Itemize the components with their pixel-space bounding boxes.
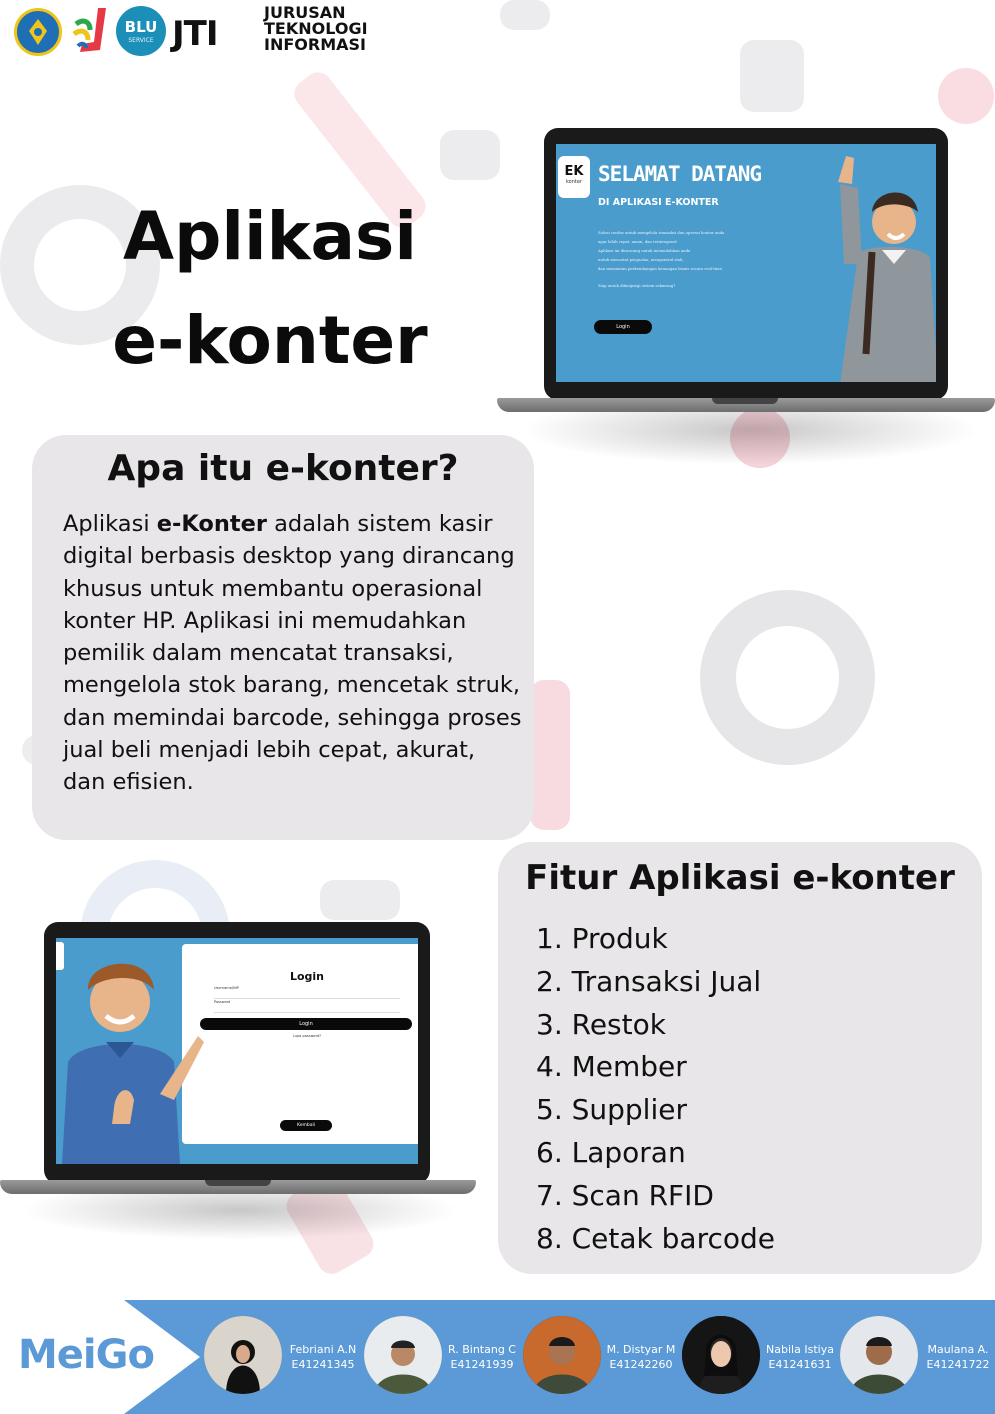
welcome-body: Solusi cerdas untuk mengelola transaksi dan operasi konter anda agar lebih cepat, aman, dan terintegrasi! Aplikasi ini dirancang untuk memudahkan anda untuk mencatat penjualan, mengontrol stok, dan memantau perkembangan keuangan bisnis secara real-time. Siap untuk dikunjungi sistem sekarang? xyxy=(598,230,725,288)
list-item: 3. Restok xyxy=(536,1007,666,1041)
forgot-password-link[interactable]: Lupa password? xyxy=(292,1034,322,1038)
login-title: Login xyxy=(289,970,325,983)
list-item: 1. Produk xyxy=(536,922,668,955)
merdeka-logo-icon xyxy=(70,6,112,54)
avatar xyxy=(364,1316,442,1394)
login-button[interactable]: Login xyxy=(200,1018,412,1030)
jti-subtitle: JURUSAN TEKNOLOGI INFORMASI xyxy=(264,3,368,54)
blu-logo-icon: BLU SERVICE xyxy=(116,6,166,56)
ek-badge: EK konter xyxy=(558,156,590,198)
list-item: 8. Cetak barcode xyxy=(536,1221,775,1255)
avatar xyxy=(682,1316,760,1394)
welcome-heading: SELAMAT DATANG xyxy=(598,162,762,186)
pointing-man-illustration xyxy=(56,938,206,1164)
back-button[interactable]: Kembali xyxy=(280,1120,332,1131)
features-title: Fitur Aplikasi e-konter xyxy=(525,858,955,898)
member-info: Febriani A.N E41241345 xyxy=(289,1343,357,1371)
university-seal-icon xyxy=(14,8,62,56)
waving-man-illustration xyxy=(818,154,936,382)
page-title: Aplikasi e-konter xyxy=(112,198,428,379)
list-item: 2. Transaksi Jual xyxy=(536,964,762,998)
login-panel xyxy=(182,944,418,1144)
welcome-screen xyxy=(556,144,936,382)
avatar xyxy=(204,1316,282,1394)
password-field[interactable] xyxy=(214,1006,400,1013)
team-brand: MeiGo xyxy=(18,1332,154,1378)
welcome-subheading: DI APLIKASI E-KONTER xyxy=(598,197,719,208)
password-label: Password xyxy=(214,1000,231,1004)
about-title: Apa itu e-konter? xyxy=(107,448,459,489)
about-description: Aplikasi e-Konter adalah sistem kasir digital berbasis desktop yang dirancang khusus untuk membantu operasional konter HP. Aplikasi ini memudahkan pemilik dalam mencatat transaksi, mengelola stok barang, mencetak struk, dan memindai barcode, sehingga proses jual beli menjadi lebih cepat, akurat, dan efisien. xyxy=(63,511,522,796)
list-item: 4. Member xyxy=(536,1050,687,1084)
list-item: 7. Scan RFID xyxy=(536,1178,714,1212)
member-info: M. Distyar M E41242260 xyxy=(606,1343,676,1371)
avatar xyxy=(523,1316,601,1394)
features-list xyxy=(536,918,775,1260)
jti-logo-icon: JTI xyxy=(172,14,218,54)
username-field[interactable] xyxy=(214,992,400,999)
member-info: Nabila Istiya E41241631 xyxy=(766,1343,834,1371)
avatar xyxy=(840,1316,918,1394)
member-info: Maulana A. E41241722 xyxy=(926,1343,990,1371)
member-info: R. Bintang C E41241939 xyxy=(447,1343,516,1371)
login-screen xyxy=(56,938,418,1164)
list-item: 6. Laporan xyxy=(536,1135,686,1169)
list-item: 5. Supplier xyxy=(536,1093,687,1127)
username-label: Username/NIP xyxy=(214,986,239,990)
welcome-login-button[interactable]: Login xyxy=(594,320,652,334)
